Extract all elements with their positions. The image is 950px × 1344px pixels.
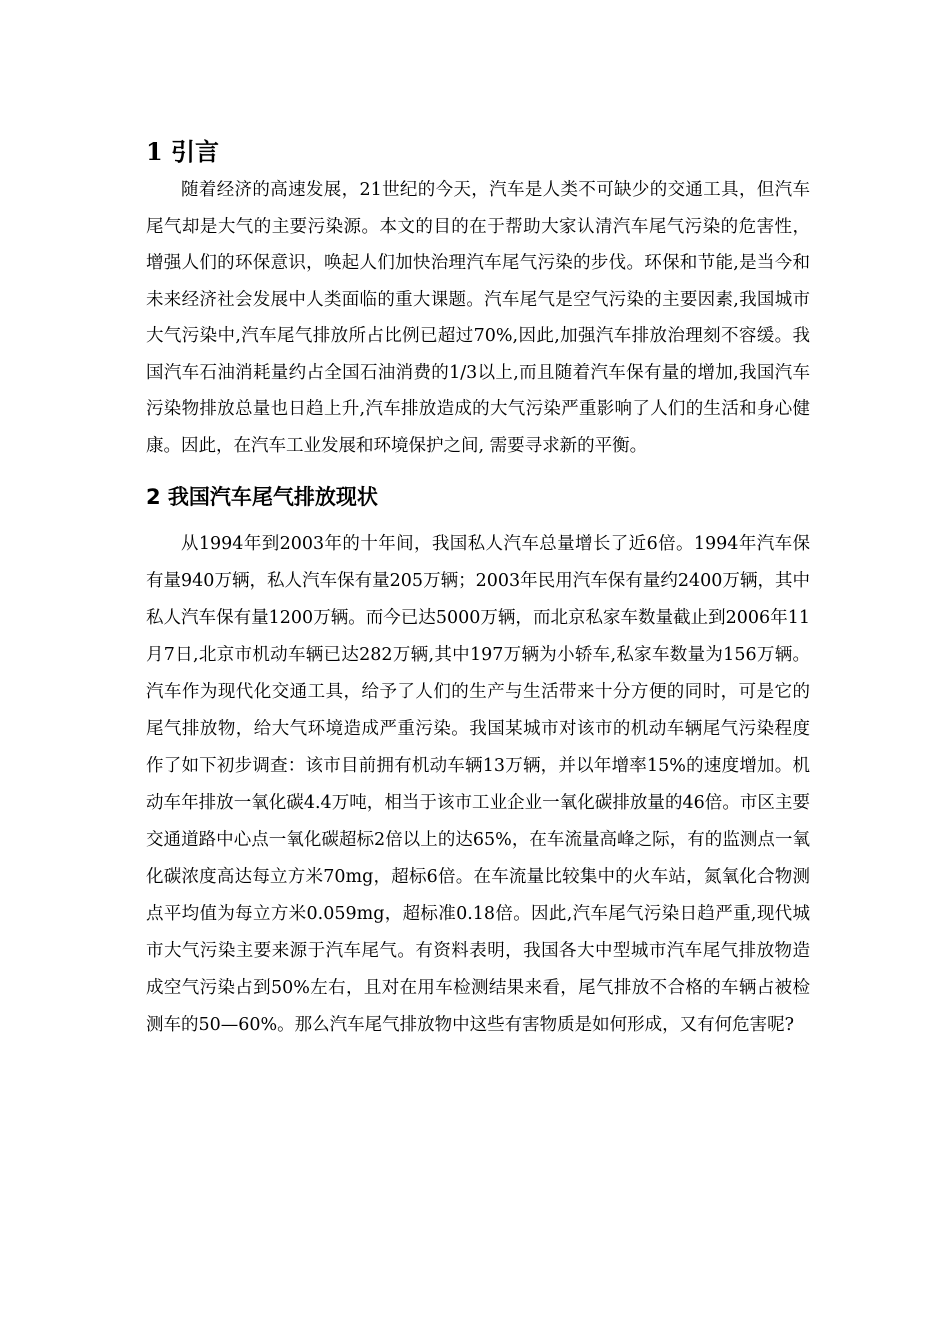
section-2-heading: 2 我国汽车尾气排放现状 bbox=[146, 485, 378, 509]
section-2-paragraph: 从1994年到2003年的十年间，我国私人汽车总量增长了近6倍。1994年汽车保有量940万辆，私人汽车保有量205万辆；2003年民用汽车保有量约2400万辆，其中私人汽车保有量1200万辆。而今已达5000万辆，而北京私家车数量截止到2006年11月7日,北京市机动车辆已达282万辆,其中197万辆为小轿车,私家车数量为156万辆。汽车作为现代化交通工具，给予了人们的生产与生活带来十分方便的同时，可是它的尾气排放物，给大气环境造成严重污染。我国某城市对该市的机动车辆尾气污染程度作了如下初步调查：该市目前拥有机动车辆13万辆，并以年增率15%的速度增加。机动车年排放一氧化碳4.4万吨，相当于该市工业企业一氧化碳排放量的46倍。市区主要交通道路中心点一氧化碳超标2倍以上的达65%，在车流量高峰之际，有的监测点一氧化碳浓度高达每立方米70mg，超标6倍。在车流量比较集中的火车站，氮氧化合物测点平均值为每立方米0.059mg，超标准0.18倍。因此,汽车尾气污染日趋严重,现代城市大气污染主要来源于汽车尾气。有资料表明，我国各大中型城市汽车尾气排放物造成空气污染占到50%左右，且对在用车检测结果来看，尾气排放不合格的车辆占被检测车的50—60%。那么汽车尾气排放物中这些有害物质是如何形成，又有何危害呢? bbox=[146, 534, 810, 1035]
document-body bbox=[146, 132, 810, 1044]
section-1-paragraph: 随着经济的高速发展，21世纪的今天，汽车是人类不可缺少的交通工具，但汽车尾气却是大气的主要污染源。本文的目的在于帮助大家认清汽车尾气污染的危害性，增强人们的环保意识，唤起人们加快治理汽车尾气污染的步伐。环保和节能,是当今和未来经济社会发展中人类面临的重大课题。汽车尾气是空气污染的主要因素,我国城市大气污染中,汽车尾气排放所占比例已超过70%,因此,加强汽车排放治理刻不容缓。我国汽车石油消耗量约占全国石油消费的1/3以上,而且随着汽车保有量的增加,我国汽车污染物排放总量也日趋上升,汽车排放造成的大气污染严重影响了人们的生活和身心健康。因此，在汽车工业发展和环境保护之间, 需要寻求新的平衡。 bbox=[146, 180, 810, 456]
section-1-heading: 1 引言 bbox=[146, 137, 220, 166]
